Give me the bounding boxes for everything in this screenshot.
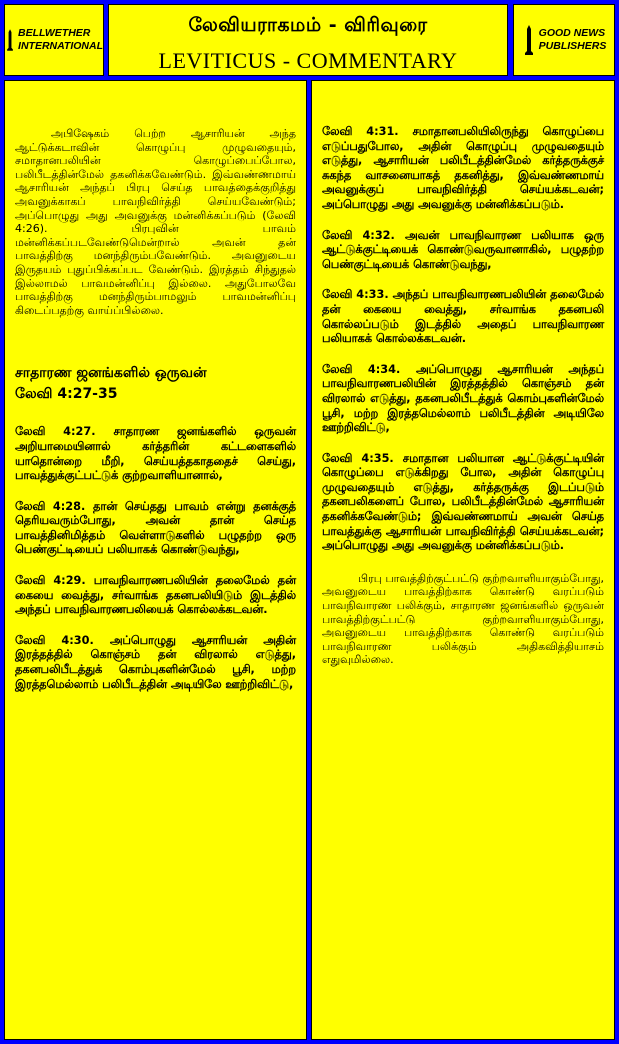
verse-4-29: லேவி 4:29. பாவநிவாரணபலியின் தலைமேல் தன் கையை வைத்து, சர்வாங்க தகனபலியிடும் இடத்தில் அந்தப் பாவநிவாரணபலியைக் கொல்லக்கடவன்.: [15, 574, 296, 617]
verse-4-33: லேவி 4:33. அந்தப் பாவநிவாரணபலியின் தலைமேல் தன் கையை வைத்து, சர்வாங்க தகனபலி கொல்லப்படும் இடத்தில் அதைப் பாவநிவாரண பலியாகக் கொல்லக்கடவன்.: [322, 288, 604, 346]
verse-4-32: லேவி 4:32. அவன் பாவநிவாரண பலியாக ஒரு ஆட்டுக்குட்டியைக் கொண்டுவருவானாகில், பழுதற்ற பெண்குட்டியைக் கொண்டுவந்து,: [322, 228, 604, 271]
section-reference: லேவி 4:27-35: [15, 386, 118, 403]
left-column: [4, 80, 307, 1040]
verse-4-30: லேவி 4:30. அப்பொழுது ஆசாரியன் அதின் இரத்தத்தில் கொஞ்சம் தன் விரலால் எடுத்து, தகனபலிபீடத்துக் கொம்புகளின்மேல் பூசி, மற்ற இரத்தமெல்லாம் பலிபீடத்தின் அடியிலே ஊற்றிவிட்டு,: [15, 633, 296, 691]
verse-4-34: லேவி 4:34. அப்பொழுது ஆசாரியன் அந்தப் பாவநிவாரணபலியின் இரத்தத்தில் கொஞ்சம் தன் விரலால் எடுத்து, தகனபலிபீடத்துக் கொம்புகளின்மேல் பூசி, மற்ற இரத்தமெல்லாம் பலிபீடத்தின் அடியிலே ஊற்றிவிட்டு,: [322, 362, 604, 435]
bell-icon: [522, 23, 536, 57]
verse-4-27: லேவி 4:27. சாதாரண ஜனங்களில் ஒருவன் அறியாமையினால் கர்த்தரின் கட்டளைகளில் யாதொன்றை மீறி, செய்யத்தகாததைச் செய்து, பாவத்துக்குட்பட்டுக் குற்றவாளியானால்,: [15, 425, 296, 483]
section-heading: சாதாரண ஜனங்களில் ஒருவன்: [15, 365, 207, 382]
intro-paragraph: அபிஷேகம் பெற்ற ஆசாரியன் அந்த ஆட்டுக்கடாவின் கொழுப்பு முழுவதையும், சமாதானபலியின் கொழுப்பைப்போல, பலிபீடத்தின்மேல் தகனிக்கவேண்டும். இவ்வண்ணமாய் ஆசாரியன் அந்தப் பிரபு செய்த பாவத்தைக்குறித்து அவனுக்காகப் பாவநிவிர்த்தி செய்யவேண்டும்; அப்பொழுது அது அவனுக்கு மன்னிக்கப்படும் (லேவி 4:26). பிரபுவின் பாவம் மன்னிக்கப்படவேண்டுமென்றால் அவன் தன் பாவத்திற்கு மனந்திரும்பவேண்டும். அவனுடைய இருதயம் புதுப்பிக்கப்பட வேண்டும். இரத்தம் சிந்துதல் இல்லாமல் பாவமன்னிப்பு இல்லை. அதுபோலவே பாவத்திற்கு மனந்திரும்பாமலும் பாவமன்னிப்பு கிடைப்பதற்கு வாய்ப்பில்லை.: [15, 127, 296, 317]
logo-left-line1: BELLWETHER: [18, 27, 91, 39]
closing-paragraph: பிரபு பாவத்திற்குட்பட்டு குற்றவாளியாகும்போது, அவனுடைய பாவத்திற்காக கொண்டு வரப்படும் பாவநிவாரண பலிக்கும், சாதாரண ஜனங்களில் ஒருவன் பாவத்திற்குட்பட்டு குற்றவாளியாகும்போது, அவனுடைய பாவத்திற்காக கொண்டு வரப்படும் பாவநிவாரண பலிக்கும் அதிகவித்தியாசம் எதுவுமில்லை.: [322, 571, 604, 667]
bellwether-logo: [4, 4, 104, 76]
page-title-tamil: லேவியராகமம் - விரிவுரை: [188, 14, 428, 36]
page-title-english: LEVITICUS - COMMENTARY: [158, 48, 458, 73]
verse-4-31: லேவி 4:31. சமாதானபலியிலிருந்து கொழுப்பை எடுப்பதுபோல, அதின் கொழுப்பு முழுவதையும் எடுத்து, ஆசாரியன் பலிபீடத்தின்மேல் கர்த்தருக்குச் சுகந்த வாசனையாகத் தகனித்து, இவ்வண்ணமாய் அவனுக்குப் பாவநிவிர்த்தி செய்யக்கடவன்; அப்பொழுது அது அவனுக்கு மன்னிக்கப்படும்.: [322, 125, 604, 211]
logo-left-line2: INTERNATIONAL: [18, 40, 103, 52]
logo-right-line2: PUBLISHERS: [538, 40, 607, 52]
verse-4-28: லேவி 4:28. தான் செய்தது பாவம் என்று தனக்குத் தெரியவரும்போது, அவன் தான் செய்த பாவத்தினிமித்தம் வெள்ளாடுகளில் பழுதற்ற ஒரு பெண்குட்டியைப் பலியாகக் கொண்டுவந்து,: [15, 499, 296, 557]
title-banner: [108, 4, 508, 76]
logo-right-line1: GOOD NEWS: [538, 27, 606, 39]
good-news-logo: [513, 4, 615, 76]
right-column: [311, 80, 615, 1040]
verse-4-35: லேவி 4:35. சமாதான பலியான ஆட்டுக்குட்டியின் கொழுப்பை எடுக்கிறது போல, அதின் கொழுப்பு முழுவதையும் எடுத்து, கர்த்தருக்கு இடப்படும் தகனபலிகளைப் போல, பலிபீடத்தின்மேல் ஆசாரியன் தகனிக்கவேண்டும்; இவ்வண்ணமாய் அவன் செய்த பாவத்துக்கு ஆசாரியன் பாவநிவிர்த்தி செய்யக்கடவன்; அப்பொழுது அது அவனுக்கு மன்னிக்கப்படும்.: [322, 451, 604, 553]
bell-icon: [5, 23, 15, 57]
